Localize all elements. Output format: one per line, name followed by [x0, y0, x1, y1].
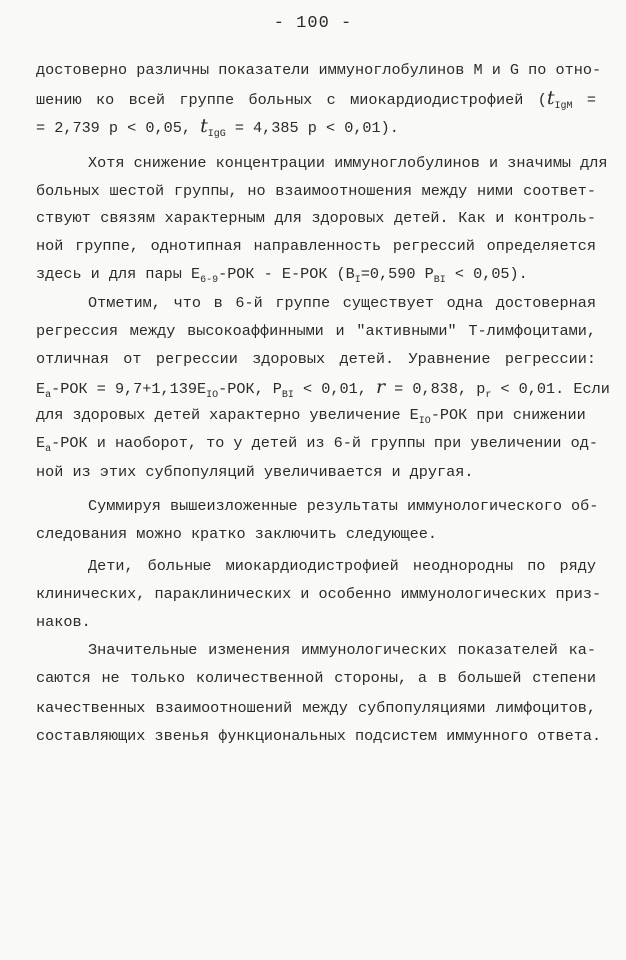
text-line: наков.: [36, 613, 91, 631]
text-line: ствуют связям характерным для здоровых детей. Как и контроль-: [36, 209, 596, 227]
text-line: Дети, больные миокардиодистрофией неоднородны по ряду: [88, 557, 596, 575]
text-line: ной группе, однотипная направленность регрессий определяется: [36, 237, 596, 255]
text-line: клинических, параклинических и особенно иммунологических приз-: [36, 585, 602, 603]
text-line: качественных взаимоотношений между субпопуляциями лимфоцитов,: [36, 699, 596, 717]
text-line: Суммируя вышеизложенные результаты иммунологического об-: [88, 497, 599, 515]
handwritten-r-symbol: r: [375, 376, 386, 398]
text-line: достоверно различны показатели иммуноглобулинов M и G по отно-: [36, 61, 602, 79]
text-line: $E_a$-РОК и наоборот, то у детей из 6-й группы при увеличении од-: [36, 434, 598, 455]
text-line: шению ко всей группе больных с миокардиодистрофией ($t_{IgM}$ =: [36, 87, 596, 112]
text-line: = 2,739 p < 0,05, $t_{IgG} = 4,385$ p < 0,01).: [36, 115, 399, 140]
text-line: саются не только количественной стороны, а в большей степени: [36, 669, 596, 687]
text-line: регрессия между высокоаффинными и "активными" Т-лимфоцитами,: [36, 322, 596, 340]
text-line: для здоровых детей характерно увеличение $E_{IO}$-РОК при снижении: [36, 406, 586, 427]
text-line: $E_a$-РОК = $9,7+1,139E_{IO}$-РОК, $P_{BI} < 0,01$, r = 0,838, $p_r < 0,01$. Если: [36, 376, 610, 401]
text-line: составляющих звенья функциональных подсистем иммунного ответа.: [36, 727, 602, 745]
page-number: - 100 -: [273, 14, 353, 33]
text-line: Хотя снижение концентрации иммуноглобулинов и значимы для: [88, 154, 608, 172]
text-line: ной из этих субпопуляций увеличивается и другая.: [36, 463, 474, 481]
text-line: следования можно кратко заключить следующее.: [36, 525, 438, 543]
text-line: отличная от регрессии здоровых детей. Уравнение регрессии:: [36, 350, 596, 368]
text-line: Значительные изменения иммунологических показателей ка-: [88, 641, 596, 659]
handwritten-t-symbol: t: [546, 87, 555, 109]
text-line: Отметим, что в 6-й группе существует одна достоверная: [88, 294, 596, 312]
text-line: здесь и для пары $E_{6-9}$-РОК - Е-РОК ($B_I=0,590$ $P_{BI} < 0,05$).: [36, 265, 528, 286]
handwritten-t-symbol: t: [200, 115, 208, 137]
text-line: больных шестой группы, но взаимоотношения между ними соответ-: [36, 182, 596, 200]
